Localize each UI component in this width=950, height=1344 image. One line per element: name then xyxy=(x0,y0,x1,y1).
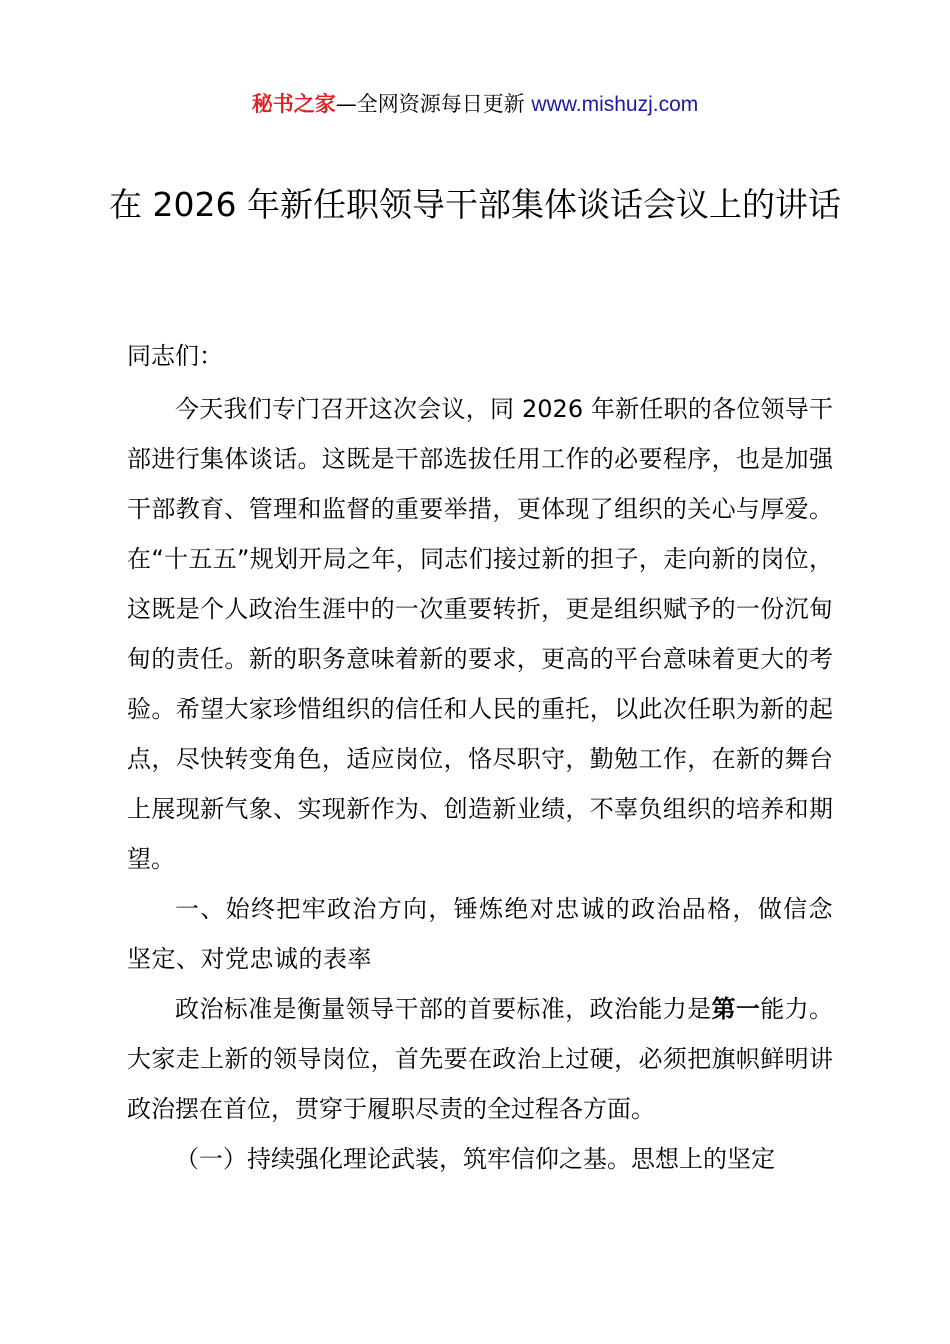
document-title: 在 2026 年新任职领导干部集体谈话会议上的讲话 xyxy=(109,185,841,224)
site-url[interactable]: www.mishuzj.com xyxy=(531,93,699,116)
section-1-text-pre: 政治标准是衡量领导干部的首要标准，政治能力是 xyxy=(175,995,712,1023)
salutation: 同志们： xyxy=(127,342,223,370)
site-header xyxy=(0,86,950,123)
section-1-bold-text: 第一 xyxy=(711,995,761,1023)
document-body xyxy=(127,384,833,1184)
section-1-paragraph xyxy=(127,984,833,1134)
header-tagline: —全网资源每日更新 xyxy=(335,92,532,116)
subsection-1-paragraph: （一）持续强化理论武装，筑牢信仰之基。思想上的坚定 xyxy=(175,1145,775,1173)
section-1-text-post: 能力。大家走上新的领导岗位，首先要在政治上过硬，必须把旗帜鲜明讲政治摆在首位，贯穿于履职尽责的全过程各方面。 xyxy=(127,995,834,1123)
intro-paragraph: 今天我们专门召开这次会议，同 2026 年新任职的各位领导干部进行集体谈话。这既是干部选拔任用工作的必要程序，也是加强干部教育、管理和监督的重要举措，更体现了组织的关心与厚爱。在“十五五”规划开局之年，同志们接过新的担子，走向新的岗位，这既是个人政治生涯中的一次重要转折，更是组织赋予的一份沉甸甸的责任。新的职务意味着新的要求，更高的平台意味着更大的考验。希望大家珍惜组织的信任和人民的重托，以此次任职为新的起点，尽快转变角色，适应岗位，恪尽职守，勤勉工作，在新的舞台上展现新气象、实现新作为、创造新业绩，不辜负组织的培养和期望。 xyxy=(127,395,833,873)
section-1-heading: 一、始终把牢政治方向，锤炼绝对忠诚的政治品格，做信念坚定、对党忠诚的表率 xyxy=(127,895,833,973)
brand-name: 秘书之家 xyxy=(251,92,336,116)
